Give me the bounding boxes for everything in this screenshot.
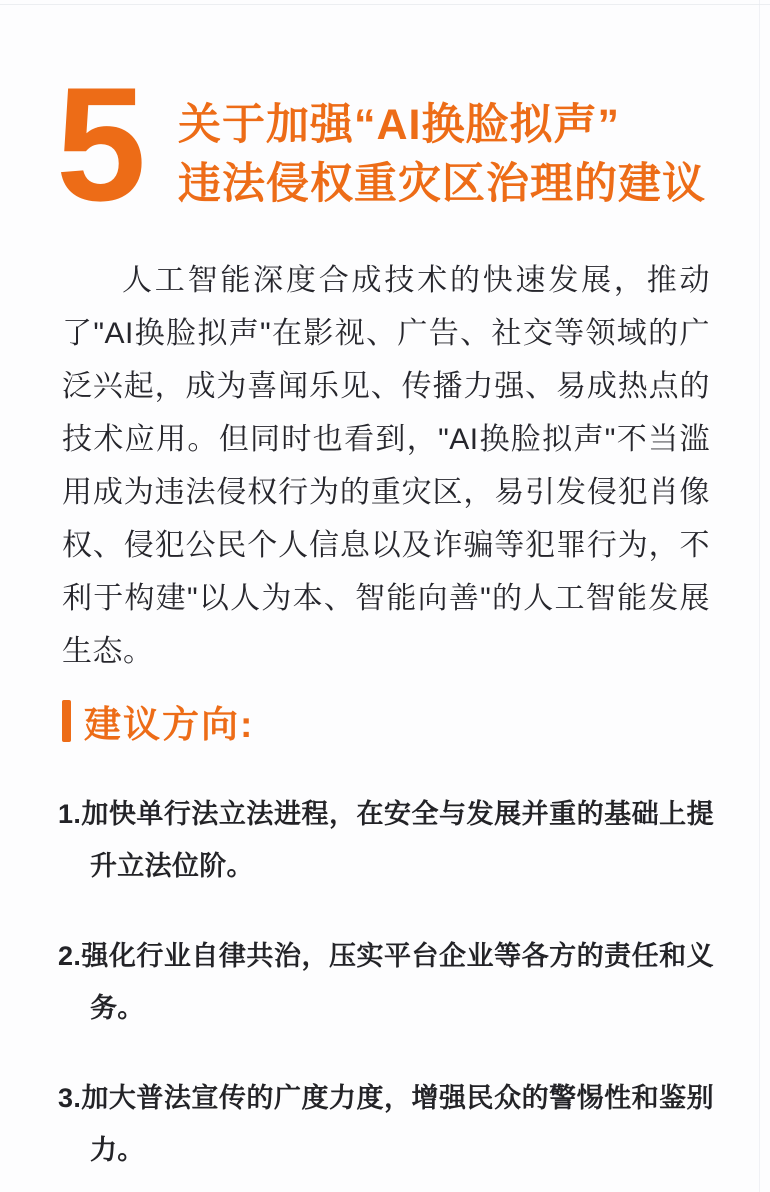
page-title-line1: 关于加强“AI换脸拟声” (178, 101, 620, 149)
intro-paragraph: 人工智能深度合成技术的快速发展，推动了"AI换脸拟声"在影视、广告、社交等领域的广泛兴起，成为喜闻乐见、传播力强、易成热点的技术应用。但同时也看到，"AI换脸拟声"不当滥用成为违法侵权行为的重灾区，易引发侵犯肖像权、侵犯公民个人信息以及诈骗等犯罪行为，不利于构建"以人为本、智能向善"的人工智能发展生态。 (62, 264, 710, 668)
section-header-label: 建议方向: (84, 704, 255, 745)
suggestions-section-header (62, 694, 254, 748)
right-hairline-divider (759, 0, 760, 1192)
suggestion-item-1: 1.加快单行法立法进程，在安全与发展并重的基础上提升立法位阶。 (58, 799, 714, 881)
top-hairline-divider (0, 4, 770, 5)
page-title-line2: 违法侵权重灾区治理的建议 (178, 160, 706, 208)
suggestion-item-3: 3.加大普法宣传的广度力度，增强民众的警惕性和鉴别力。 (58, 1083, 714, 1165)
suggestions-list (58, 788, 714, 1192)
section-number: 5 (56, 54, 143, 235)
suggestion-item-2: 2.强化行业自律共治，压实平台企业等各方的责任和义务。 (58, 941, 714, 1023)
section-accent-bar (62, 700, 71, 742)
page-title (178, 96, 738, 214)
